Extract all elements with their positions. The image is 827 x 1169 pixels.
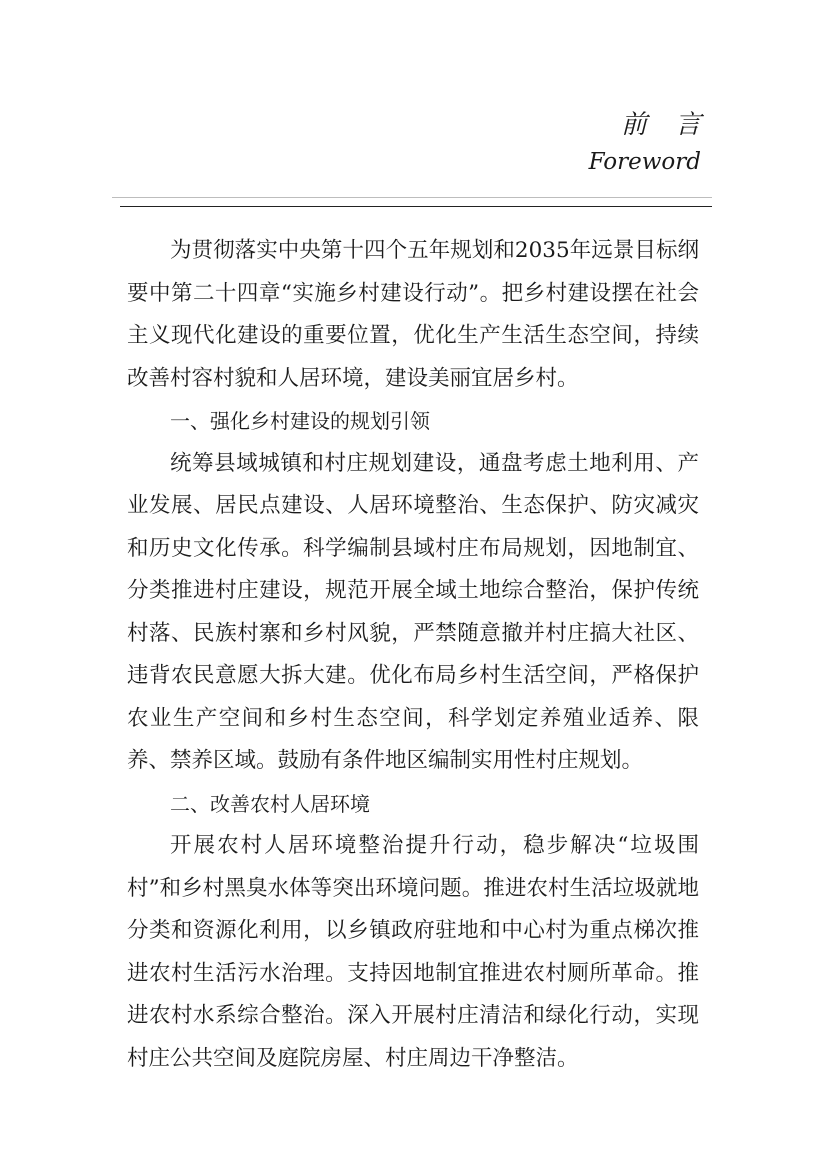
section-heading-planning: 一、强化乡村建设的规划引领 (170, 409, 430, 433)
document-heading (588, 103, 729, 177)
intro-paragraph: 为贯彻落实中央第十四个五年规划和2035年远景目标纲要中第二十四章“实施乡村建设行动”。把乡村建设摆在社会主义现代化建设的重要位置，优化生产生活生态空间，持续改善村容村貌和人居环境，建设美丽宜居乡村。 (127, 238, 699, 391)
section-heading-environment: 二、改善农村人居环境 (170, 791, 370, 816)
header-divider-thin (112, 197, 712, 198)
document-body (127, 230, 699, 1080)
environment-paragraph: 开展农村人居环境整治提升行动，稳步解决“垃圾围村”和乡村黑臭水体等突出环境问题。推进农村生活垃圾就地分类和资源化利用，以乡镇政府驻地和中心村为重点梯次推进农村生活污水治理。支持因地制宜推进农村厕所革命。推进农村水系综合整治。深入开展村庄清洁和绿化行动，实现村庄公共空间及庭院房屋、村庄周边干净整洁。 (127, 833, 699, 1071)
page-subtitle: Foreword (588, 149, 701, 175)
header-divider-thick (120, 206, 712, 207)
page-title: 前言 (620, 110, 729, 140)
planning-paragraph: 统筹县域城镇和村庄规划建设，通盘考虑土地利用、产业发展、居民点建设、人居环境整治、生态保护、防灾减灾和历史文化传承。科学编制县域村庄布局规划，因地制宜、分类推进村庄建设，规范开展全域土地综合整治，保护传统村落、民族村寨和乡村风貌，严禁随意撤并村庄搞大社区、违背农民意愿大拆大建。优化布局乡村生活空间，严格保护农业生产空间和乡村生态空间，科学划定养殖业适养、限养、禁养区域。鼓励有条件地区编制实用性村庄规划。 (127, 450, 699, 773)
